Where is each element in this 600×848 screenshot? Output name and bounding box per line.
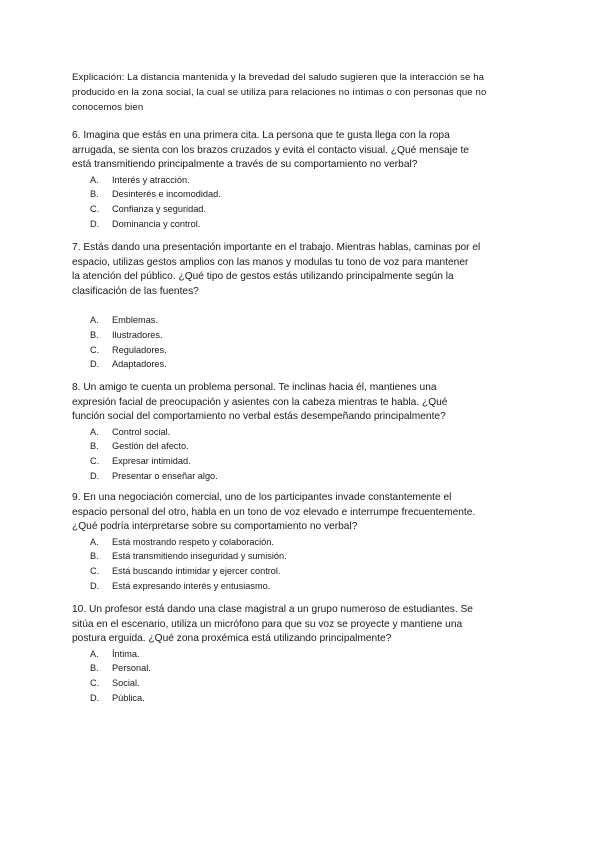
question-line: 6. Imagina que estás en una primera cita. La persona que te gusta llega con la ropa: [72, 130, 450, 141]
answer-option-a: [72, 425, 540, 440]
explanation-paragraph: [72, 70, 532, 115]
option-letter: C.: [90, 455, 100, 466]
question-7: [72, 241, 540, 372]
question-8: [72, 381, 540, 483]
question-line: expresión facial de preocupación y asientes con la cabeza mientras te habla. ¿Qué: [72, 396, 448, 408]
option-letter: D.: [90, 692, 100, 703]
option-text: Emblemas.: [112, 315, 158, 326]
option-text: Está mostrando respeto y colaboración.: [112, 536, 274, 547]
answer-option-d: [72, 357, 540, 372]
option-letter: C.: [90, 203, 100, 214]
option-text: Ilustradores.: [112, 329, 163, 340]
option-letter: D.: [90, 218, 100, 229]
question-10: [72, 603, 540, 705]
question-line: 10. Un profesor está dando una clase magistral a un grupo numeroso de estudiantes. Se: [72, 604, 473, 615]
option-text: Interés y atracción.: [112, 174, 190, 185]
question-text: [72, 241, 540, 299]
question-line: postura erguida. ¿Qué zona proxémica está utilizando principalmente?: [72, 633, 392, 645]
question-line: 9. En una negociación comercial, uno de los participantes invade constantemente el: [72, 492, 452, 503]
option-text: Íntima.: [112, 648, 140, 659]
option-letter: C.: [90, 677, 100, 688]
answer-option-a: [72, 535, 540, 550]
option-text: Desinterés e incomodidad.: [112, 189, 221, 200]
answer-options: [72, 313, 540, 371]
question-line: arrugada, se sienta con los brazos cruzados y evita el contacto visual. ¿Qué mensaje te: [72, 144, 469, 156]
answer-option-c: [72, 676, 540, 691]
answer-options: [72, 647, 540, 705]
option-letter: D.: [90, 359, 100, 370]
option-text: Está expresando interés y entusiasmo.: [112, 580, 271, 591]
question-text: [72, 129, 540, 173]
question-text: [72, 603, 540, 647]
option-letter: B.: [90, 189, 99, 200]
option-text: Presentar o enseñar algo.: [112, 470, 218, 481]
question-line: clasificación de las fuentes?: [72, 285, 199, 297]
answer-option-a: [72, 647, 540, 662]
answer-option-b: [72, 439, 540, 454]
option-text: Control social.: [112, 426, 171, 437]
option-letter: A.: [90, 536, 99, 547]
option-text: Está buscando intimidar y ejercer control.: [112, 565, 281, 576]
option-letter: A.: [90, 174, 99, 185]
option-text: Expresar intimidad.: [112, 455, 191, 466]
option-letter: A.: [90, 315, 99, 326]
answer-option-d: [72, 469, 540, 484]
answer-option-b: [72, 328, 540, 343]
question-line: 7. Estás dando una presentación importante en el trabajo. Mientras hablas, caminas por el: [72, 242, 481, 253]
answer-option-c: [72, 454, 540, 469]
answer-options: [72, 425, 540, 483]
answer-option-a: [72, 313, 540, 328]
answer-option-b: [72, 187, 540, 202]
answer-option-c: [72, 202, 540, 217]
answer-option-c: [72, 564, 540, 579]
option-letter: B.: [90, 663, 99, 674]
question-line: ¿Qué podría interpretarse sobre su comportamiento no verbal?: [72, 521, 358, 533]
answer-options: [72, 535, 540, 593]
option-letter: D.: [90, 470, 100, 481]
option-text: Reguladores.: [112, 344, 167, 355]
question-line: está transmitiendo principalmente a través de su comportamiento no verbal?: [72, 159, 418, 171]
option-text: Personal.: [112, 663, 151, 674]
answer-option-d: [72, 217, 540, 232]
option-letter: C.: [90, 344, 100, 355]
option-letter: C.: [90, 565, 100, 576]
question-line: espacio personal del otro, habla en un tono de voz elevado e interrumpe frecuentemente.: [72, 506, 476, 518]
option-letter: A.: [90, 426, 99, 437]
question-text: [72, 491, 540, 535]
option-text: Confianza y seguridad.: [112, 203, 206, 214]
answer-option-d: [72, 691, 540, 706]
option-text: Social.: [112, 677, 140, 688]
option-text: Dominancia y control.: [112, 218, 201, 229]
question-line: espacio, utilizas gestos amplios con las manos y modulas tu tono de voz para mantener: [72, 256, 469, 268]
explanation-line: conocemos bien: [72, 102, 144, 113]
answer-option-b: [72, 661, 540, 676]
question-line: sitúa en el escenario, utiliza un micrófono para que su voz se proyecte y mantiene una: [72, 618, 463, 630]
answer-options: [72, 173, 540, 231]
option-text: Está transmitiendo inseguridad y sumisión.: [112, 551, 287, 562]
answer-option-d: [72, 579, 540, 594]
option-text: Adaptadores.: [112, 359, 167, 370]
question-6: [72, 129, 540, 231]
option-letter: D.: [90, 580, 100, 591]
option-letter: B.: [90, 329, 99, 340]
option-letter: A.: [90, 648, 99, 659]
option-letter: B.: [90, 551, 99, 562]
question-line: 8. Un amigo te cuenta un problema personal. Te inclinas hacia él, mantienes una: [72, 382, 437, 393]
answer-option-a: [72, 173, 540, 188]
question-9: [72, 491, 540, 593]
option-letter: B.: [90, 441, 99, 452]
option-text: Pública.: [112, 692, 145, 703]
question-line: función social del comportamiento no verbal estás desempeñando principalmente?: [72, 411, 446, 423]
option-text: Gestión del afecto.: [112, 441, 189, 452]
answer-option-c: [72, 343, 540, 358]
question-line: la atención del público. ¿Qué tipo de gestos estás utilizando principalmente según la: [72, 271, 454, 283]
explanation-line: producido en la zona social, la cual se utiliza para relaciones no íntimas o con personas que no: [72, 87, 487, 98]
explanation-line: Explicación: La distancia mantenida y la brevedad del saludo sugieren que la interacción se ha: [72, 72, 485, 83]
answer-option-b: [72, 549, 540, 564]
question-text: [72, 381, 540, 425]
